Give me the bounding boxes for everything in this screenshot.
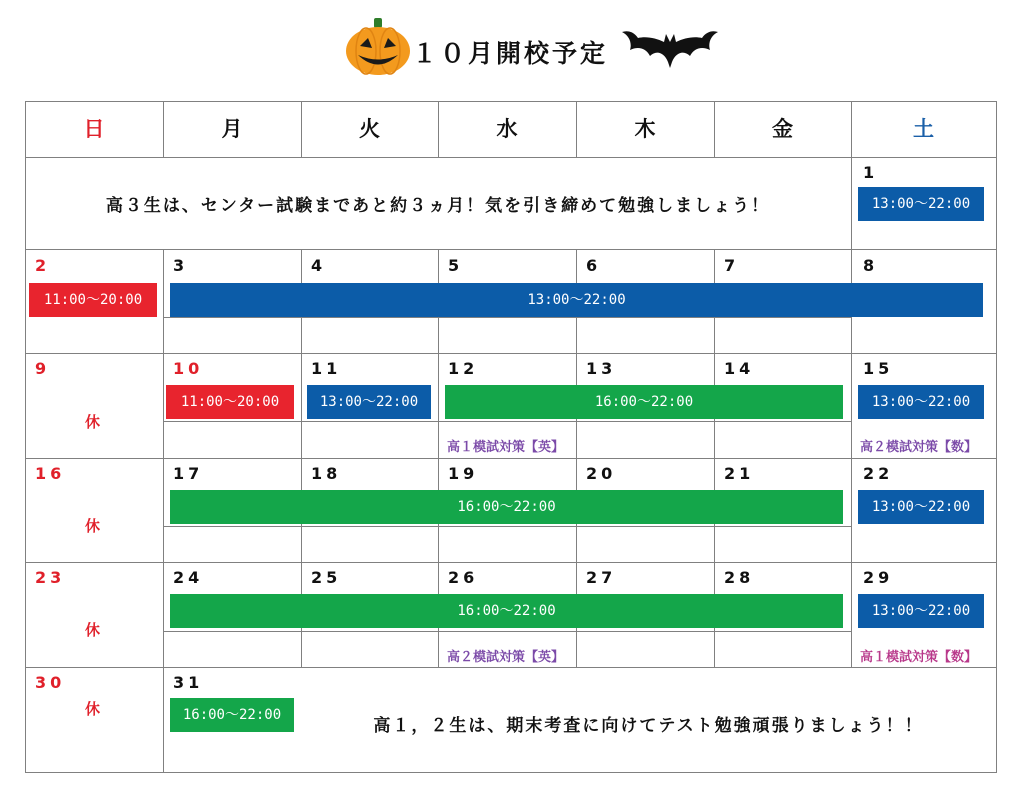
date-15: 15 [863,359,894,378]
exam-prep-label: 高２模試対策【英】 [447,650,565,665]
exam-prep-label: 高１模試対策【英】 [447,440,565,455]
date-16: 16 [35,464,66,483]
weekday-sat: 土 [913,117,934,141]
hours-bar: 16:00～22:00 [170,698,294,732]
date-29: 29 [863,568,894,587]
hours-bar: 13:00～22:00 [307,385,431,419]
closed-label: 休 [85,621,101,639]
date-18: 18 [311,464,342,483]
exam-prep-label: 高２模試対策【数】 [860,440,978,455]
exam-prep-label: 高１模試対策【数】 [860,650,978,665]
weekday-wed: 水 [496,117,518,141]
date-17: 17 [173,464,204,483]
hours-bar: 13:00～22:00 [170,283,983,317]
hours-bar: 11:00～20:00 [29,283,157,317]
date-24: 24 [173,568,204,587]
date-7: 7 [724,256,740,275]
date-31: 31 [173,673,204,692]
date-20: 20 [586,464,617,483]
hours-bar: 13:00～22:00 [858,385,984,419]
date-3: 3 [173,256,189,275]
date-22: 22 [863,464,894,483]
hours-bar: 13:00～22:00 [858,594,984,628]
date-23: 23 [35,568,66,587]
hours-bar: 16:00～22:00 [170,594,843,628]
date-21: 21 [724,464,755,483]
date-8: 8 [863,256,879,275]
hours-bar: 16:00～22:00 [170,490,843,524]
date-10: 10 [173,359,204,378]
weekday-thu: 木 [634,117,656,141]
hours-bar: 16:00～22:00 [445,385,843,419]
date-26: 26 [448,568,479,587]
date-2: 2 [35,256,51,275]
date-11: 11 [311,359,342,378]
date-1: 1 [863,163,879,182]
date-19: 19 [448,464,479,483]
hours-bar: 13:00～22:00 [858,490,984,524]
date-27: 27 [586,568,617,587]
date-14: 14 [724,359,755,378]
calendar-header [0,14,1024,78]
message-top: 高３生は、センター試験まであと約３ヵ月！気を引き締めて勉強しましょう！ [105,196,771,216]
date-12: 12 [448,359,479,378]
weekday-tue: 火 [359,117,380,141]
date-13: 13 [586,359,617,378]
date-6: 6 [586,256,602,275]
date-9: 9 [35,359,51,378]
hours-bar: 13:00～22:00 [858,187,984,221]
closed-label: 休 [85,700,101,718]
weekday-sun: 日 [83,117,105,141]
bat-icon [620,28,720,74]
closed-label: 休 [85,517,101,535]
date-28: 28 [724,568,755,587]
calendar-grid [25,101,997,773]
message-bottom: 高１，２生は、期末考査に向けてテスト勉強頑張りましょう！！ [373,716,924,736]
date-4: 4 [311,256,327,275]
date-5: 5 [448,256,464,275]
jack-o-lantern-icon [344,18,412,76]
weekday-mon: 月 [221,117,243,141]
page-title: １０月開校予定 [412,39,609,68]
closed-label: 休 [85,413,101,431]
hours-bar: 11:00～20:00 [166,385,294,419]
date-25: 25 [311,568,342,587]
weekday-fri: 金 [772,117,793,141]
date-30: 30 [35,673,66,692]
